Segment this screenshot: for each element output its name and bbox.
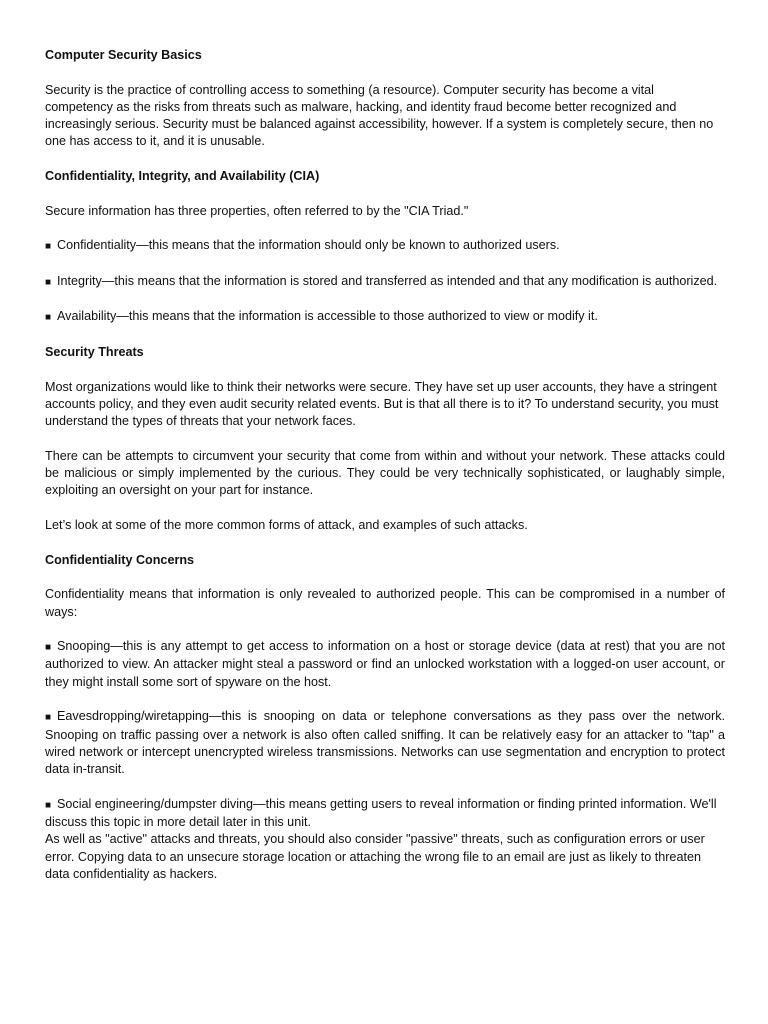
heading-cia: Confidentiality, Integrity, and Availability (CIA) (45, 169, 320, 184)
bullet-social-engineering (45, 796, 725, 832)
heading-computer-security-basics: Computer Security Basics (45, 48, 202, 62)
square-bullet-icon: ■ (45, 642, 52, 654)
paragraph-passive-threats: As well as "active" attacks and threats, you should also consider "passive" threats, such as configuration errors or user error. Copying data to an unsecure storage location or attaching the wrong file to an email are just as likely to threaten data confidentiality as hackers. (45, 832, 705, 881)
bullet-text: Snooping—this is any attempt to get access to information on a host or storage device (data at rest) that you are not authorized to view. An attacker might steal a password or find an unlocked workstation with a logged-on user account, or they might install some sort of spyware on the host. (45, 639, 725, 689)
bullet-eavesdropping (45, 708, 725, 778)
square-bullet-icon: ■ (45, 712, 52, 724)
paragraph-threats-attempts: There can be attempts to circumvent your security that come from within and without your network. These attacks could be malicious or simply implemented by the curious. They could be very technically sophisticated, or laughably simple, exploiting an oversight on your part for instance. (45, 448, 725, 498)
square-bullet-icon: ■ (45, 241, 52, 253)
square-bullet-icon: ■ (45, 799, 52, 811)
bullet-text: Confidentiality—this means that the information should only be known to authorized users. (57, 238, 560, 253)
bullet-snooping (45, 638, 725, 691)
heading-security-threats: Security Threats (45, 345, 144, 360)
square-bullet-icon: ■ (45, 276, 52, 288)
paragraph-security-definition: Security is the practice of controlling access to something (a resource). Computer security has become a vital competency as the risks from threats such as malware, hacking, and identity fraud become better recognized and increasingly serious. Security must be balanced against accessibility, however. If a system is completely secure, then no one has access to it, and it is unusable. (45, 82, 714, 149)
bullet-text: Integrity—this means that the information is stored and transferred as intended and that any modification is authorized. (57, 273, 718, 288)
bullet-text: Social engineering/dumpster diving—this means getting users to reveal information or finding printed information. We'll discuss this topic in more detail later in this unit. (45, 796, 717, 830)
bullet-availability (45, 308, 725, 326)
paragraph-confidentiality-definition: Confidentiality means that information is only revealed to authorized people. This can be compromised in a number of ways: (45, 587, 725, 619)
bullet-integrity (45, 273, 725, 291)
bullet-text: Availability—this means that the information is accessible to those authorized to view or modify it. (57, 309, 598, 324)
paragraph-threats-examples: Let’s look at some of the more common forms of attack, and examples of such attacks. (45, 518, 528, 533)
heading-confidentiality-concerns: Confidentiality Concerns (45, 552, 195, 567)
paragraph-threats-intro: Most organizations would like to think their networks were secure. They have set up user accounts, they have a stringent accounts policy, and they even audit security related events. But is that all there is to it? To understand security, you must understand the types of threats that your network faces. (45, 379, 719, 429)
bullet-confidentiality (45, 237, 725, 255)
square-bullet-icon: ■ (45, 312, 52, 324)
document-body (45, 47, 725, 901)
paragraph-cia-triad: Secure information has three properties, often referred to by the "CIA Triad." (45, 203, 469, 218)
bullet-text: Eavesdropping/wiretapping—this is snooping on data or telephone conversations as they pass over the network. Snooping on traffic passing over a network is also often called sniffing. It can be relatively easy for an attacker to "tap" a wired network or intercept unencrypted wireless transmissions. Networks can use segmentation and encryption to protect data in-transit. (45, 709, 725, 777)
